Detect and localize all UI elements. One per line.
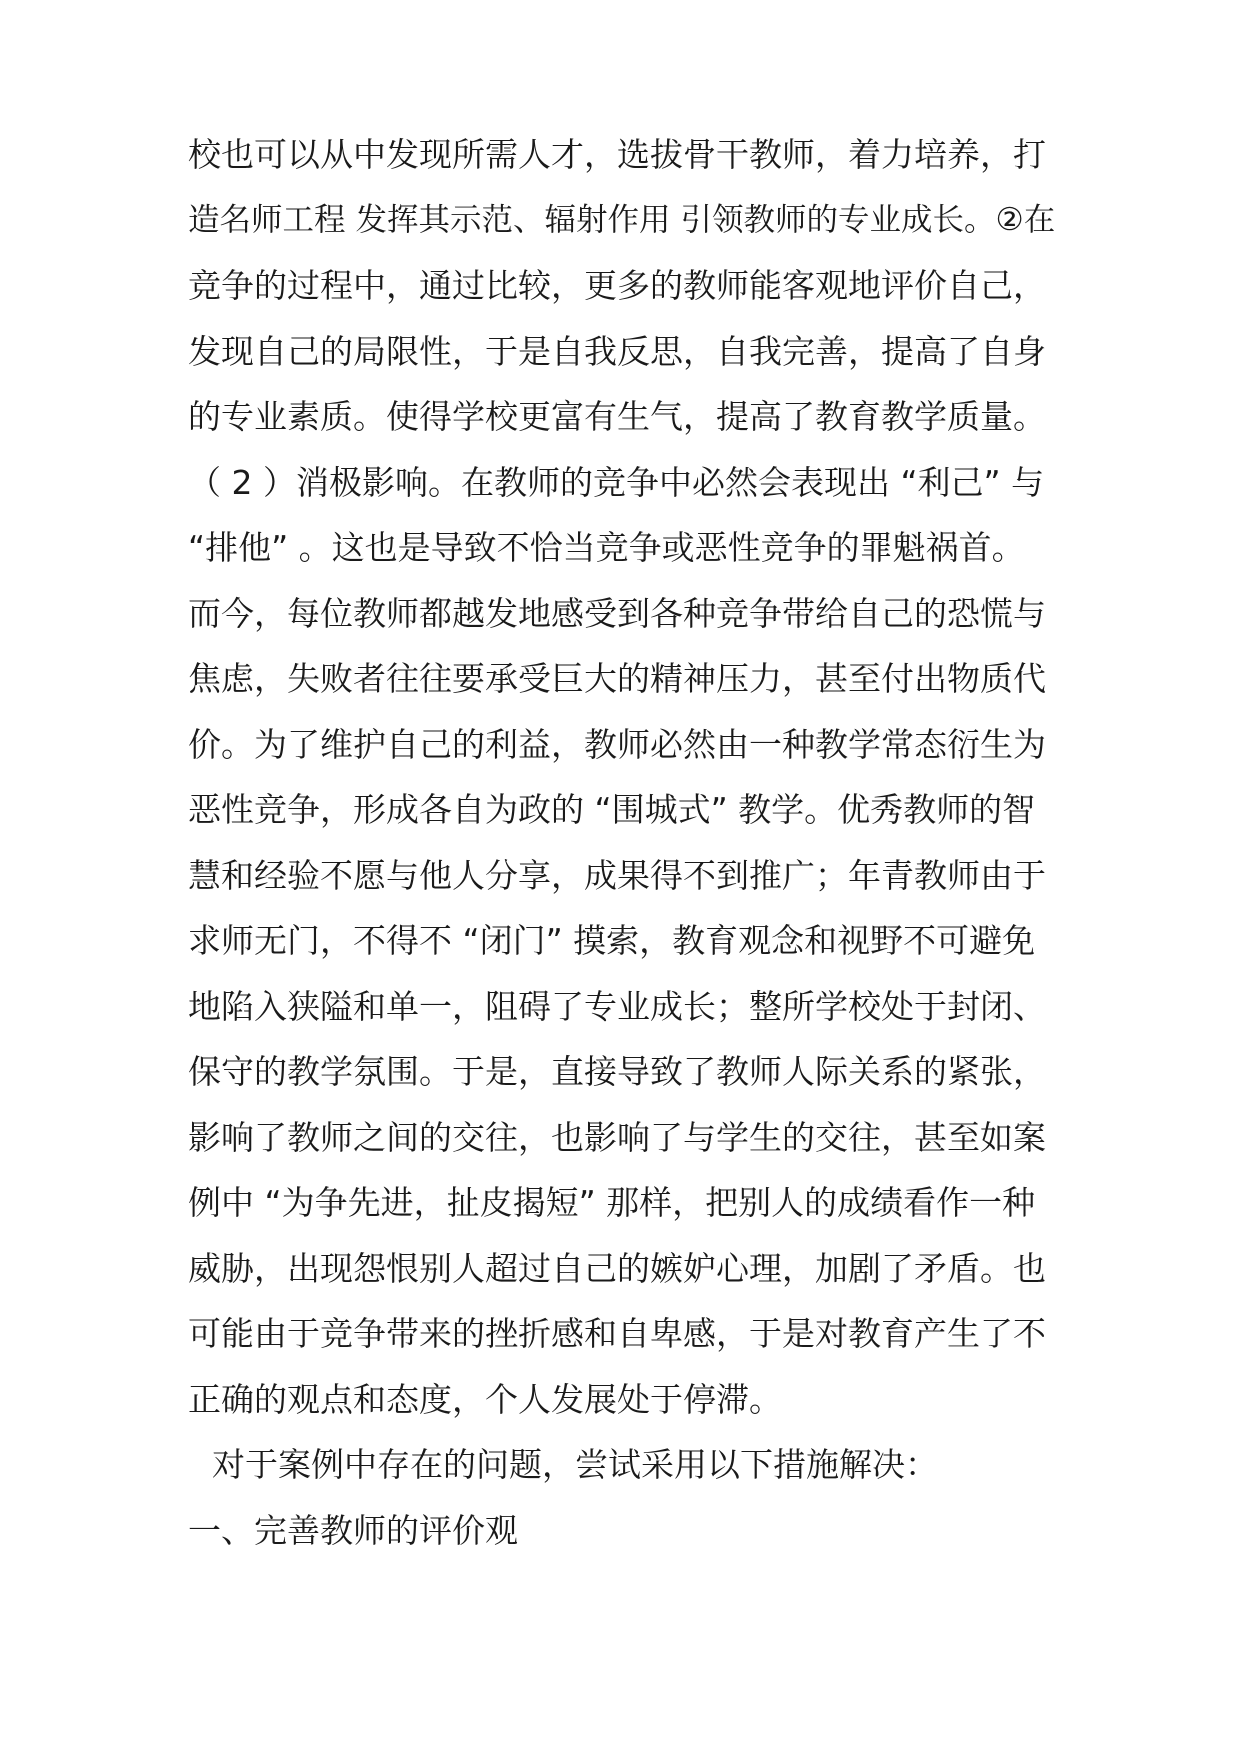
text-line: 保守的教学氛围。于是，直接导致了教师人际关系的紧张， <box>188 1052 1046 1091</box>
text-line: 例中 “为争先进，扯皮揭短” 那样，把别人的成绩看作一种 <box>188 1183 1036 1222</box>
text-line: 而今，每位教师都越发地感受到各种竞争带给自己的恐慌与 <box>188 593 1046 633</box>
text-line: （ 2 ）消极影响。在教师的竞争中必然会表现出 “利己” 与 <box>188 462 1045 502</box>
text-line: 求师无门，不得不 “闭门” 摸索，教育观念和视野不可避免 <box>188 921 1036 960</box>
text-line: 发现自己的局限性，于是自我反思，自我完善，提高了自身 <box>188 331 1046 371</box>
text-line: 地陷入狭隘和单一，阻碍了专业成长；整所学校处于封闭、 <box>188 986 1046 1026</box>
body-text <box>188 122 1068 1563</box>
text-line: 校也可以从中发现所需人才，选拔骨干教师，着力培养，打 <box>188 135 1046 174</box>
text-line: 竞争的过程中，通过比较，更多的教师能客观地评价自己， <box>188 266 1046 305</box>
text-line: 可能由于竞争带来的挫折感和自卑感，于是对教育产生了不 <box>188 1314 1046 1353</box>
text-line: 对于案例中存在的问题，尝试采用以下措施解决： <box>212 1445 938 1484</box>
text-line: 造名师工程 发挥其示范、辐射作用 引领教师的专业成长。②在 <box>188 201 1056 238</box>
text-line: 正确的观点和态度，个人发展处于停滞。 <box>188 1379 782 1419</box>
text-line: 慧和经验不愿与他人分享，成果得不到推广；年青教师由于 <box>188 855 1046 895</box>
text-line: 威胁，出现怨恨别人超过自己的嫉妒心理，加剧了矛盾。也 <box>188 1248 1046 1288</box>
text-line: 焦虑，失败者往往要承受巨大的精神压力，甚至付出物质代 <box>188 659 1046 698</box>
text-line: “排他” 。这也是导致不恰当竞争或恶性竞争的罪魁祸首。 <box>188 528 1025 567</box>
text-line: 影响了教师之间的交往，也影响了与学生的交往，甚至如案 <box>188 1117 1046 1157</box>
text-line: 恶性竞争，形成各自为政的 “围城式” 教学。优秀教师的智 <box>188 790 1036 829</box>
section-heading: 一、完善教师的评价观 <box>188 1510 518 1550</box>
text-line: 的专业素质。使得学校更富有生气，提高了教育教学质量。 <box>188 397 1046 436</box>
text-line: 价。为了维护自己的利益，教师必然由一种教学常态衍生为 <box>188 724 1046 764</box>
